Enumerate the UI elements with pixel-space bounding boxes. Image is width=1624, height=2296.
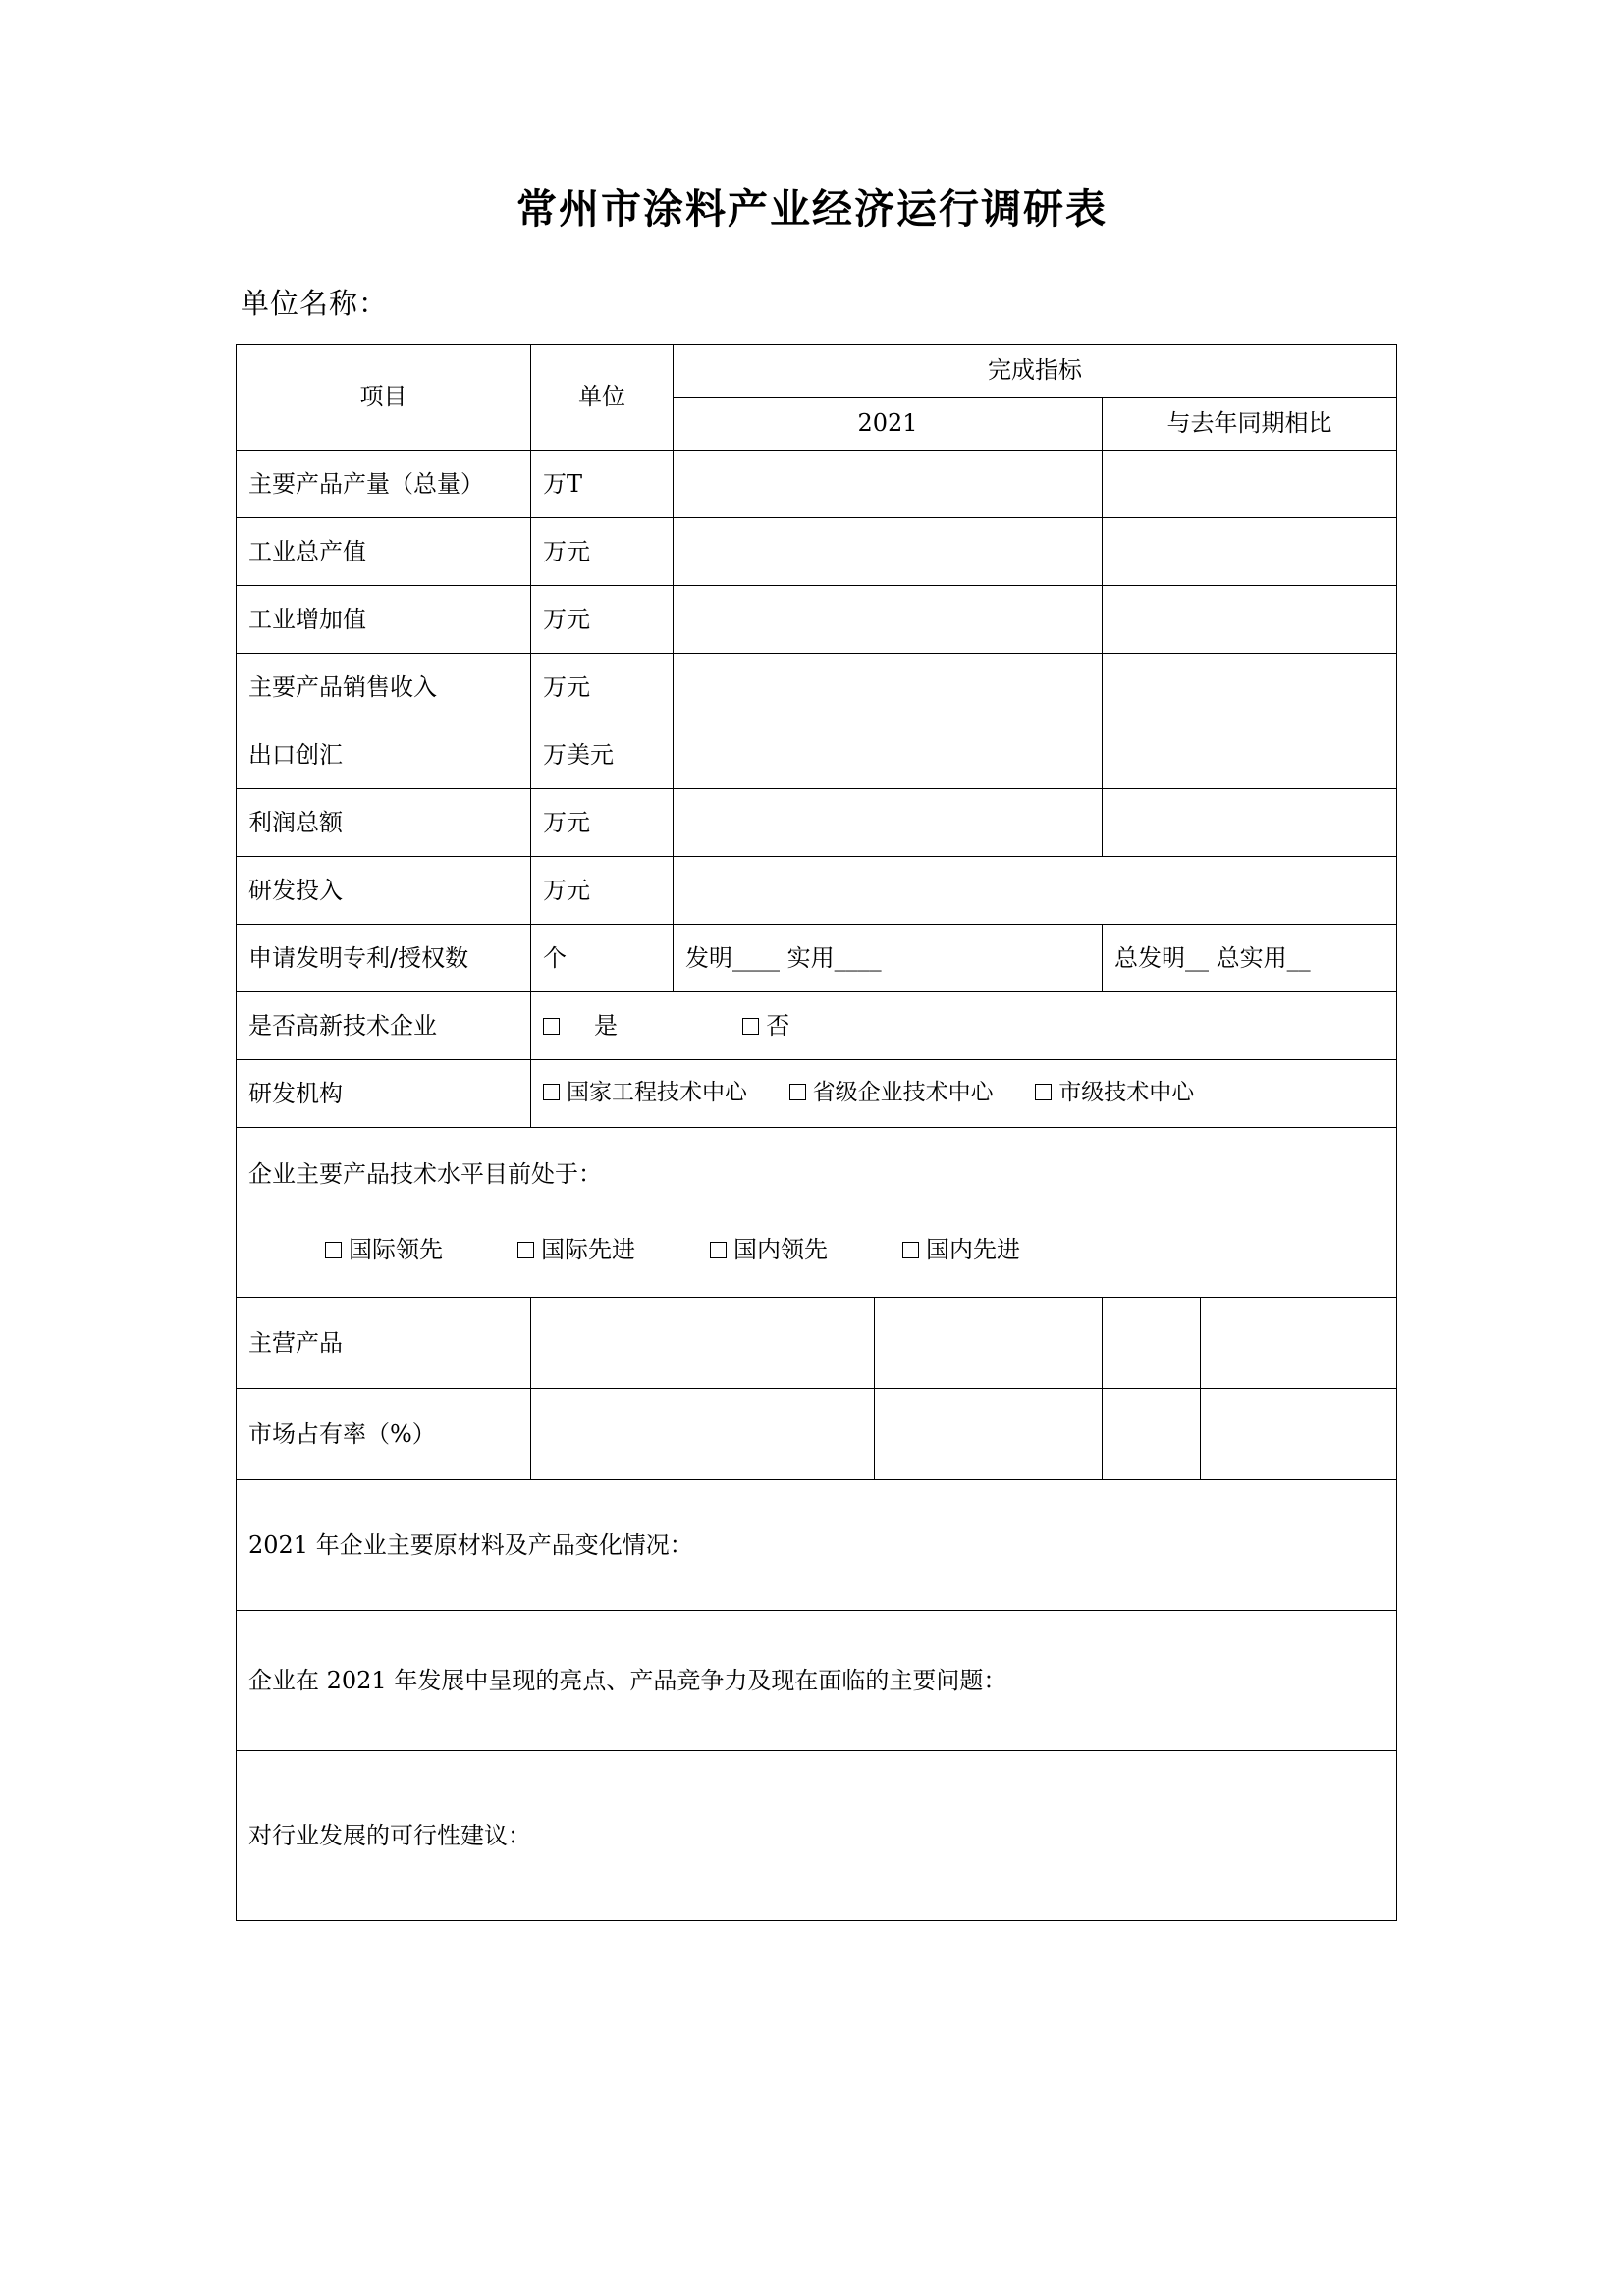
tech-level-option-label: 国内先进 [926, 1236, 1020, 1264]
tech-level-cell [237, 1128, 1397, 1298]
tech-level-option-domestic-leading[interactable] [710, 1235, 828, 1265]
table-row-rd-input [237, 857, 1397, 925]
row-unit: 万美元 [531, 721, 674, 789]
row-value-2021[interactable] [674, 518, 1103, 586]
free-text-label: 2021 年企业主要原材料及产品变化情况： [248, 1530, 693, 1559]
row-unit: 万元 [531, 654, 674, 721]
tech-level-option-domestic-advanced[interactable] [902, 1235, 1020, 1265]
high-tech-yes-option[interactable] [543, 1011, 618, 1041]
row-value-yoy[interactable] [1103, 721, 1397, 789]
free-text-cell-materials[interactable] [237, 1480, 1397, 1611]
checkbox-icon[interactable] [517, 1242, 534, 1258]
row-item-label: 工业增加值 [237, 586, 531, 654]
row-unit: 万元 [531, 789, 674, 857]
tech-level-option-label: 国际领先 [349, 1236, 443, 1264]
row-item-label: 出口创汇 [237, 721, 531, 789]
tech-level-option-intl-advanced[interactable] [517, 1235, 635, 1265]
header-item: 项目 [237, 345, 531, 451]
row-unit: 万元 [531, 586, 674, 654]
row-value-2021[interactable] [674, 586, 1103, 654]
main-products-cell[interactable] [531, 1298, 875, 1389]
tech-level-option-label: 国际先进 [541, 1236, 635, 1264]
row-item-label: 主要产品产量（总量） [237, 451, 531, 518]
checkbox-icon[interactable] [1035, 1084, 1052, 1100]
row-value-yoy[interactable] [1103, 518, 1397, 586]
tech-level-label: 企业主要产品技术水平目前处于： [248, 1160, 602, 1189]
market-share-cell[interactable] [1103, 1389, 1201, 1480]
tech-level-options [248, 1235, 1384, 1265]
unit-name-label: 单位名称： [241, 287, 389, 320]
market-share-cell[interactable] [875, 1389, 1103, 1480]
table-row-free-text [237, 1480, 1397, 1611]
rd-org-option-label: 国家工程技术中心 [567, 1080, 747, 1106]
checkbox-icon[interactable] [789, 1084, 806, 1100]
rd-org-option-label: 市级技术中心 [1058, 1080, 1195, 1106]
rd-org-option-municipal[interactable] [1035, 1079, 1194, 1108]
high-tech-no-label: 否 [766, 1011, 790, 1040]
row-item-label: 研发投入 [237, 857, 531, 925]
row-value-yoy[interactable] [1103, 586, 1397, 654]
table-row-market-share [237, 1389, 1397, 1480]
table-row-main-products [237, 1298, 1397, 1389]
table-row-rd-org [237, 1060, 1397, 1128]
rd-org-option-national[interactable] [543, 1079, 747, 1108]
table-row-free-text [237, 1611, 1397, 1751]
row-item-label: 工业总产值 [237, 518, 531, 586]
checkbox-icon[interactable] [543, 1084, 560, 1100]
table-row [237, 721, 1397, 789]
row-value-2021[interactable] [674, 721, 1103, 789]
row-value-yoy[interactable] [1103, 654, 1397, 721]
row-item-label: 利润总额 [237, 789, 531, 857]
rd-org-option-label: 省级企业技术中心 [812, 1080, 994, 1106]
free-text-cell-suggestions[interactable] [237, 1751, 1397, 1921]
main-products-cell[interactable] [1201, 1298, 1397, 1389]
rd-input-value[interactable] [674, 857, 1397, 925]
row-value-2021[interactable] [674, 789, 1103, 857]
free-text-cell-highlights[interactable] [237, 1611, 1397, 1751]
table-row [237, 789, 1397, 857]
table-row [237, 518, 1397, 586]
patent-value-total[interactable]: 总发明__ 总实用__ [1103, 925, 1397, 992]
table-row [237, 654, 1397, 721]
checkbox-icon[interactable] [710, 1242, 727, 1258]
row-value-2021[interactable] [674, 451, 1103, 518]
row-item-label: 是否高新技术企业 [237, 992, 531, 1060]
patent-value-2021[interactable]: 发明____ 实用____ [674, 925, 1103, 992]
row-value-2021[interactable] [674, 654, 1103, 721]
row-unit: 万T [531, 451, 674, 518]
row-item-label: 研发机构 [237, 1060, 531, 1128]
header-unit: 单位 [531, 345, 674, 451]
rd-org-options [531, 1060, 1397, 1128]
header-year: 2021 [674, 398, 1103, 451]
table-row-high-tech [237, 992, 1397, 1060]
row-value-yoy[interactable] [1103, 451, 1397, 518]
high-tech-no-option[interactable] [742, 1011, 789, 1041]
row-unit: 万元 [531, 518, 674, 586]
rd-org-option-provincial[interactable] [789, 1079, 994, 1108]
checkbox-icon[interactable] [742, 1018, 759, 1035]
table-row-patent [237, 925, 1397, 992]
row-item-label: 申请发明专利/授权数 [237, 925, 531, 992]
checkbox-icon[interactable] [325, 1242, 342, 1258]
row-value-yoy[interactable] [1103, 789, 1397, 857]
page-title: 常州市涂料产业经济运行调研表 [516, 186, 1108, 233]
table-row-tech-level [237, 1128, 1397, 1298]
table-row [237, 586, 1397, 654]
main-products-label: 主营产品 [237, 1298, 531, 1389]
high-tech-yes-label: 是 [594, 1011, 618, 1040]
market-share-cell[interactable] [1201, 1389, 1397, 1480]
header-yoy: 与去年同期相比 [1103, 398, 1397, 451]
row-unit: 万元 [531, 857, 674, 925]
tech-level-option-intl-leading[interactable] [325, 1235, 443, 1265]
survey-table [236, 344, 1397, 1921]
market-share-label: 市场占有率（%） [237, 1389, 531, 1480]
header-indicator-group: 完成指标 [674, 345, 1397, 398]
checkbox-icon[interactable] [902, 1242, 919, 1258]
main-products-cell[interactable] [1103, 1298, 1201, 1389]
row-item-label: 主要产品销售收入 [237, 654, 531, 721]
main-products-cell[interactable] [875, 1298, 1103, 1389]
free-text-label: 对行业发展的可行性建议： [248, 1821, 531, 1849]
table-row [237, 451, 1397, 518]
checkbox-icon[interactable] [543, 1018, 560, 1035]
table-header-row-1 [237, 345, 1397, 398]
free-text-label: 企业在 2021 年发展中呈现的亮点、产品竞争力及现在面临的主要问题： [248, 1666, 1007, 1694]
row-unit: 个 [531, 925, 674, 992]
table-row-free-text [237, 1751, 1397, 1921]
tech-level-option-label: 国内领先 [733, 1236, 828, 1264]
high-tech-options [531, 992, 1397, 1060]
market-share-cell[interactable] [531, 1389, 875, 1480]
